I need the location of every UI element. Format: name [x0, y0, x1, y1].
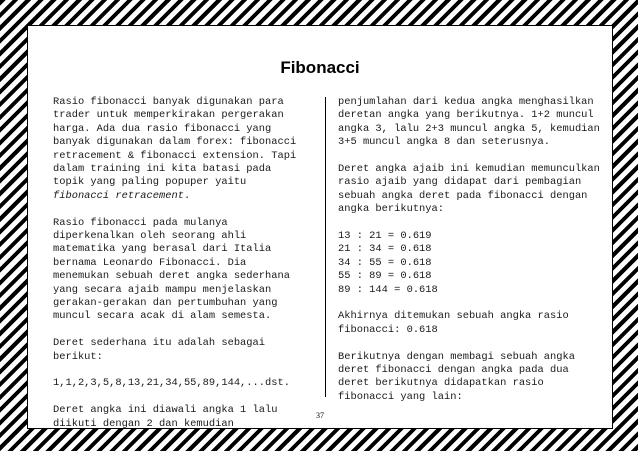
paragraph: penjumlahan dari kedua angka menghasilkan deretan angka yang berikutnya. 1+2 muncul angka 3, lalu 2+3 muncul angka 5, kemudian 3+5 muncul angka 8 dan seterusnya.: [338, 96, 607, 149]
paragraph: Deret sederhana itu adalah sebagai berikut:: [53, 337, 272, 363]
paragraph: Deret angka ini diawali angka 1 lalu diikuti dengan 2 dan kemudian: [53, 404, 284, 430]
left-column: [53, 96, 308, 431]
page-number: 37: [316, 411, 324, 420]
right-column: [338, 96, 607, 404]
paragraph: Akhirnya ditemukan sebuah angka rasio fibonacci: 0.618: [338, 310, 575, 336]
ratio-line: 21 : 34 = 0.618: [338, 243, 432, 256]
ratio-line: 13 : 21 = 0.619: [338, 230, 432, 243]
page-content: [27, 25, 613, 429]
ratio-line: 55 : 89 = 0.618: [338, 270, 432, 283]
ratio-list: [338, 230, 603, 297]
column-divider: [325, 97, 326, 397]
page-title: Fibonacci: [280, 58, 360, 77]
ratio-line: 89 : 144 = 0.618: [338, 283, 438, 296]
ratio-line: 34 : 55 = 0.618: [338, 256, 432, 269]
emphasis-text: fibonacci retracement: [53, 189, 184, 202]
fibonacci-sequence: 1,1,2,3,5,8,13,21,34,55,89,144,...dst.: [53, 377, 290, 390]
paragraph: Rasio fibonacci banyak digunakan para trader untuk memperkirakan pergerakan harga. Ada dua rasio fibonacci yang banyak digunakan dalam forex: fibonacci retracement & fibonacci extension. Tapi dalam training ini kita batasi pada topik yang paling popuper yaitu fibonacci retracement.: [53, 96, 303, 202]
paragraph: Berikutnya dengan membagi sebuah angka deret fibonacci dengan angka pada dua deret berikutnya didapatkan rasio fibonacci yang lain:: [338, 350, 582, 403]
paragraph: Deret angka ajaib ini kemudian memunculkan rasio ajaib yang didapat dari pembagian sebuah angka deret pada fibonacci dengan angka berikutnya:: [338, 163, 607, 216]
paragraph: Rasio fibonacci pada mulanya diperkenalkan oleh seorang ahli matematika yang berasal dari Italia bernama Leonardo Fibonacci. Dia menemukan sebuah deret angka sederhana yang secara ajaib mampu menjelaskan gerakan-gerakan dan pertumbuhan yang muncul secara acak di alam semesta.: [53, 216, 297, 323]
